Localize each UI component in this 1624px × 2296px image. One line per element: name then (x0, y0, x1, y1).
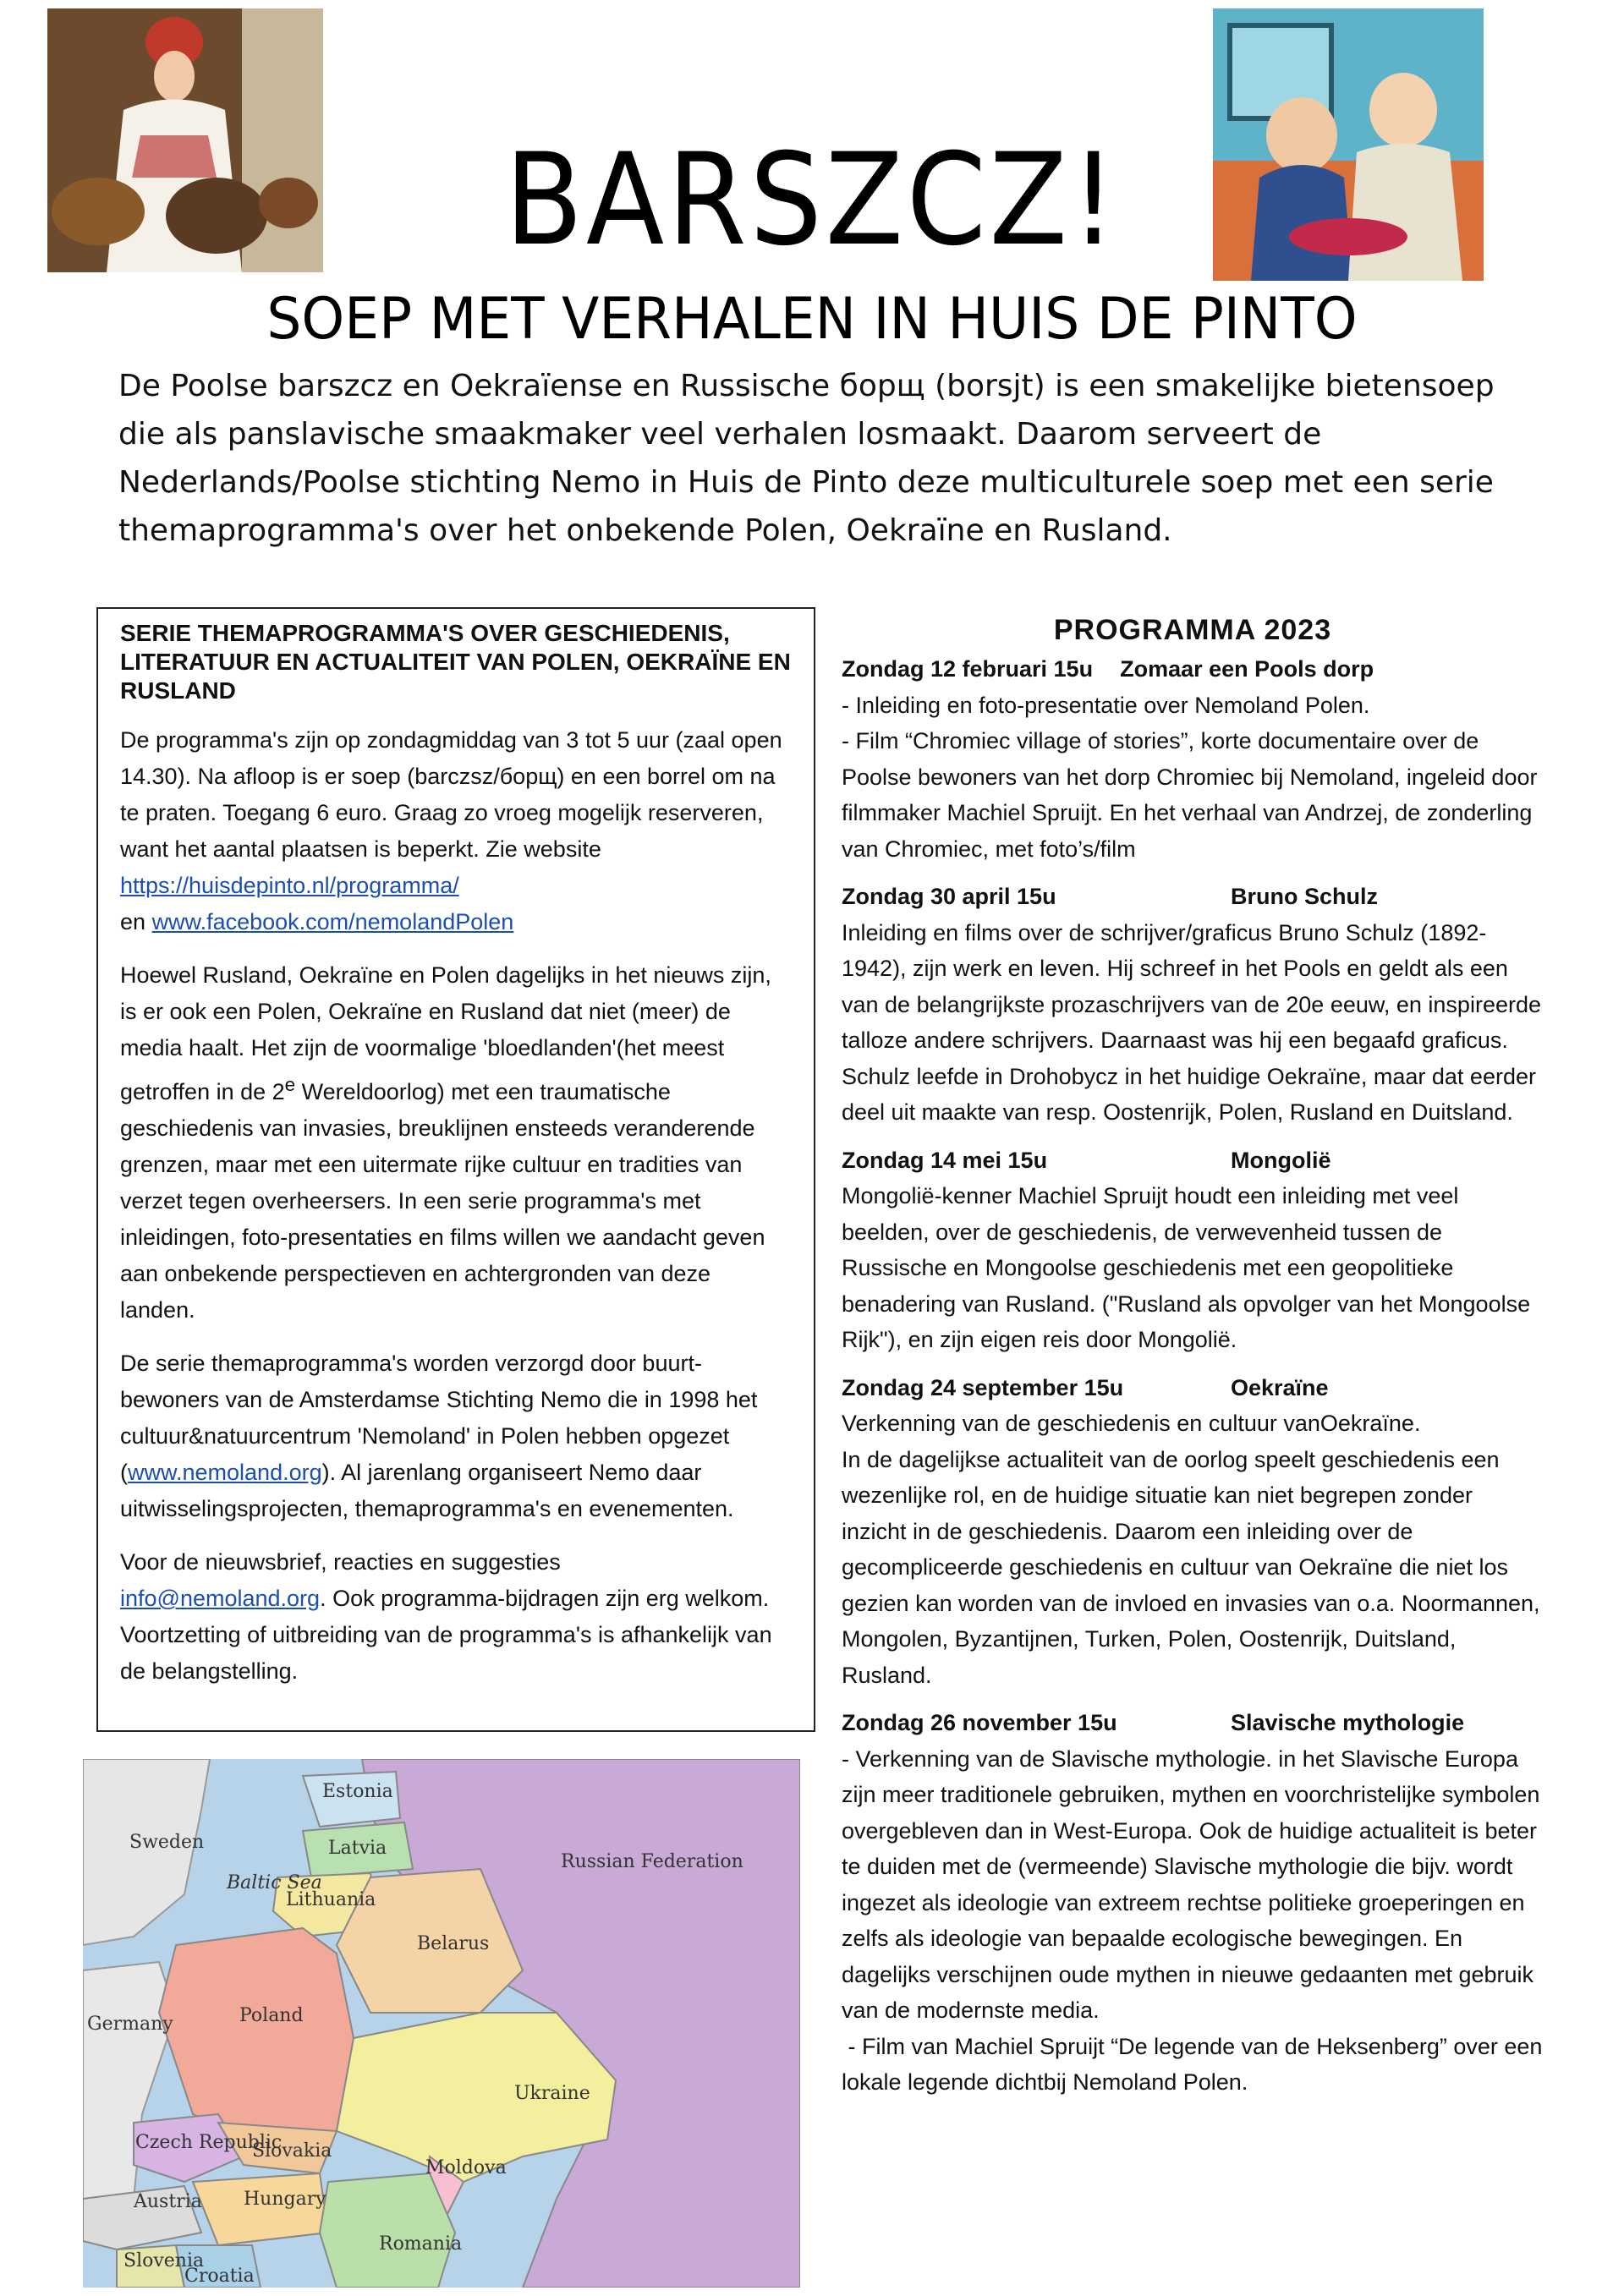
map-label-lithuania: Lithuania (286, 1889, 376, 1910)
program-event (842, 1143, 1544, 1358)
map-label-poland: Poland (239, 2005, 304, 2026)
map-label-moldova: Moldova (425, 2157, 507, 2178)
map-label-croatia: Croatia (184, 2266, 255, 2287)
region-romania (320, 2173, 455, 2288)
map-label-romania: Romania (379, 2233, 463, 2255)
event-header (842, 1705, 1544, 1741)
map-label-belarus: Belarus (417, 1933, 490, 1954)
info-text-4b: . Ook programma-bijdragen zijn erg welkom. Voortzetting of uitbreiding van de programma's is afhankelijk van de belangstelling. (120, 1586, 772, 1684)
info-text-1: De programma's zijn op zondagmiddag van 3 tot 5 uur (zaal open 14.30). Na afloop is er soep (barczsz/борщ) en een borrel om na te praten. Toegang 6 euro. Graag zo vroeg mogelijk reserveren, want het aantal plaatsen is beperkt. Zie website (120, 727, 782, 862)
map-label-ukraine: Ukraine (514, 2083, 590, 2104)
event-date: Zondag 30 april 15u (842, 884, 1056, 909)
program-event (842, 1370, 1544, 1694)
event-date: Zondag 12 februari 15u (842, 656, 1094, 682)
info-superscript: e (284, 1074, 296, 1095)
event-header (842, 879, 1544, 915)
facebook-link[interactable]: www.facebook.com/nemolandPolen (151, 909, 514, 934)
event-topic: Slavische mythologie (1231, 1710, 1465, 1735)
map-label-baltic: Baltic Sea (227, 1872, 322, 1893)
map-eastern-europe (83, 1759, 800, 2288)
intro-paragraph (118, 362, 1506, 555)
event-line: - Film van Machiel Spruijt “De legende van de Heksenberg” over een lokale legende dichtbij Nemoland Polen. (842, 2033, 1543, 2095)
event-date: Zondag 26 november 15u (842, 1710, 1117, 1735)
event-header (842, 1370, 1544, 1406)
map-label-latvia: Latvia (328, 1838, 387, 1859)
event-topic: Zomaar een Pools dorp (1120, 656, 1374, 682)
email-link[interactable]: info@nemoland.org (120, 1586, 321, 1611)
map-label-slovenia: Slovenia (123, 2250, 205, 2271)
info-text-4a: Voor de nieuwsbrief, reacties en suggesties (120, 1549, 561, 1575)
event-line: - Film “Chromiec village of stories”, korte documentaire over de Poolse bewoners van het dorp Chromiec bij Nemoland, ingeleid door filmmaker Machiel Spruijt. En het verhaal van Andrzej, de zonderling van Chromiec, met foto’s/film (842, 728, 1538, 862)
info-text-3a: De serie themaprogramma's worden verzorgd door buurt-bewoners van de Amsterdamse Stichting Nemo die in 1998 het cultuur&natuurcentrum 'Nemoland' in Polen hebben opgezet ( (120, 1351, 758, 1485)
map-label-russia: Russian Federation (561, 1851, 743, 1872)
subtitle: SOEP MET VERHALEN IN HUIS DE PINTO (266, 286, 1358, 353)
program-heading: PROGRAMMA 2023 (1053, 614, 1332, 646)
event-header (842, 1143, 1544, 1179)
info-paragraph-3 (120, 1345, 792, 1527)
event-description (842, 1406, 1544, 1693)
huisdepinto-link[interactable]: https://huisdepinto.nl/programma/ (120, 873, 459, 898)
event-topic: Bruno Schulz (1231, 884, 1378, 909)
info-and: en (120, 909, 146, 934)
map-label-germany: Germany (87, 2014, 173, 2035)
map-label-estonia: Estonia (322, 1781, 393, 1802)
program-event (842, 879, 1544, 1131)
event-date: Zondag 24 september 15u (842, 1374, 1124, 1400)
info-text-2b: Wereldoorlog) met een traumatische geschiedenis van invasies, breuklijnen ensteeds veranderende grenzen, maar met een uitermate rijke cultuur en tradities van verzet tegen overheersers. In een serie programma's met inleidingen, foto-presentaties en films willen we aandacht geven aan onbekende perspectieven en achtergronden van deze landen. (120, 1079, 765, 1323)
info-text-3b: ). Al jarenlang organiseert Nemo daar uitwisselingsprojecten, themaprogramma's en evenementen. (120, 1460, 734, 1521)
info-paragraph-1 (120, 722, 792, 940)
info-paragraph-2 (120, 957, 792, 1329)
map-label-austria: Austria (134, 2191, 202, 2212)
program-event (842, 1705, 1544, 2101)
series-heading: SERIE THEMAPROGRAMMA'S OVER GESCHIEDENIS, LITERATUUR EN ACTUALITEIT VAN POLEN, OEKRAÏNE EN RUSLAND (120, 620, 791, 704)
info-text-2a: Hoewel Rusland, Oekraïne en Polen dagelijks in het nieuws zijn, is er ook een Polen, Oekraïne en Rusland dat niet (meer) de media haalt. Het zijn de voormalige 'bloedlanden'(het meest getroffen in de 2 (120, 962, 771, 1104)
event-date: Zondag 14 mei 15u (842, 1147, 1048, 1173)
info-paragraph-4 (120, 1544, 792, 1690)
map-label-sweden: Sweden (129, 1832, 205, 1853)
event-header (842, 651, 1544, 688)
event-line: In de dagelijkse actualiteit van de oorlog speelt geschiedenis een wezenlijke rol, en de huidige situatie kan niet begrepen zonder inzicht in de geschiedenis. Daarom een inleiding over de gecompliceerde geschiedenis en cultuur van Oekraïne die niet los gezien kan worden van de invloed en invasies van o.a. Noormannen, Mongolen, Byzantijnen, Turken, Polen, Oostenrijk, Duitsland, Rusland. (842, 1446, 1540, 1688)
map-label-czech: Czech Republic (135, 2132, 283, 2153)
main-title: BARSZCZ! (504, 127, 1120, 274)
map-label-hungary: Hungary (244, 2189, 326, 2210)
event-line: - Verkenning van de Slavische mythologie. in het Slavische Europa zijn meer traditionele gebruiken, mythen en voorchristelijke symbolen overgebleven dan in West-Europa. Ook de huidige actualiteit is beter te duiden met de (vermeende) Slavische mythologie die bijv. wordt ingezet als ideologie van extreem rechtse politieke groeperingen en zelfs als ideologie van bepaalde ecologische bewegingen. En dagelijks verschijnen oude mythen in nieuwe gedaanten met gebruik van de modernste media. (842, 1745, 1540, 2023)
event-line: Verkenning van de geschiedenis en cultuur vanOekraïne. (842, 1411, 1421, 1436)
event-description: Inleiding en films over de schrijver/graficus Bruno Schulz (1892-1942), zijn werk en leven. Hij schreef in het Pools en geldt als een van de belangrijkste prozaschrijvers van de 20e eeuw, en inspireerde talloze andere schrijvers. Daarnaast was hij een begaafd graficus. Schulz leefde in Drohobycz in het huidige Oekraïne, maar dat eerder deel uit maakte van resp. Oostenrijk, Polen, Rusland en Duitsland. (842, 919, 1541, 1125)
intro-text: De Poolse barszcz en Oekraïense en Russische борщ (borsjt) is een smakelijke bietensoep die als panslavische smaakmaker veel verhalen losmaakt. Daarom serveert de Nederlands/Poolse stichting Nemo in Huis de Pinto deze multiculturele soep met een serie themaprogramma's over het onbekende Polen, Oekraïne en Rusland. (118, 369, 1495, 548)
map-label-slovakia: Slovakia (252, 2140, 332, 2162)
event-description (842, 1741, 1544, 2101)
event-description: Mongolië-kenner Machiel Spruijt houdt een inleiding met veel beelden, over de geschiedenis, de verwevenheid tussen de Russische en Mongoolse geschiedenis met een geopolitieke benadering van Rusland. ("Rusland als opvolger van het Mongoolse Rijk"), en zijn eigen reis door Mongolië. (842, 1183, 1531, 1352)
event-topic: Mongolië (1231, 1147, 1331, 1173)
program-event (842, 651, 1544, 867)
nemoland-link[interactable]: www.nemoland.org (128, 1460, 322, 1485)
program-column (842, 611, 1544, 2112)
event-topic: Oekraïne (1231, 1374, 1329, 1400)
event-line: - Inleiding en foto-presentatie over Nemoland Polen. (842, 692, 1370, 718)
event-description (842, 688, 1544, 868)
series-info-box (96, 607, 815, 1732)
